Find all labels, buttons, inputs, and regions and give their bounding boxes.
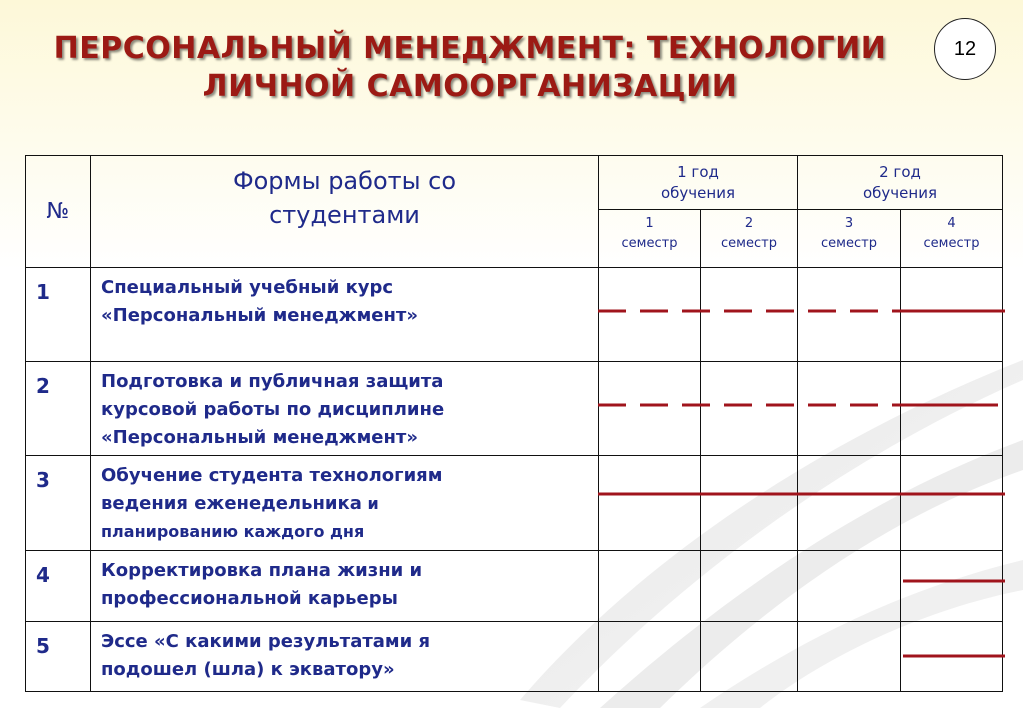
- year-1-line-2: обучения: [661, 184, 735, 202]
- row-2-sem-3: [798, 362, 901, 456]
- row-4-sem-2: [701, 551, 798, 622]
- row-2-line-3: «Персональный менеджмент»: [101, 427, 418, 448]
- page-number: 12: [953, 37, 977, 60]
- row-4-sem-1: [599, 551, 701, 622]
- row-2-line-1: Подготовка и публичная защита: [101, 371, 444, 392]
- header-semester-1: [599, 210, 701, 268]
- year-2-line-1: 2 год: [879, 163, 921, 181]
- row-1-sem-3: [798, 268, 901, 362]
- slide-title-line-1: ПЕРСОНАЛЬНЫЙ МЕНЕДЖМЕНТ: ТЕХНОЛОГИИ: [53, 31, 887, 66]
- table-row: [26, 622, 1003, 692]
- row-3-line-2-main: ведения еженедельника: [101, 493, 362, 514]
- semester-1-number: 1: [645, 216, 654, 231]
- table-row: [26, 268, 1003, 362]
- row-1-sem-2: [701, 268, 798, 362]
- row-number: 2: [26, 362, 91, 456]
- row-1-sem-4: [901, 268, 1003, 362]
- semester-2-label: семестр: [721, 236, 777, 251]
- row-number: 3: [26, 456, 91, 551]
- header-number: №: [46, 199, 70, 224]
- row-4-line-2: профессиональной карьеры: [101, 588, 398, 609]
- semester-1-label: семестр: [621, 236, 678, 251]
- year-1-line-1: 1 год: [677, 163, 719, 181]
- row-4-sem-4: [901, 551, 1003, 622]
- row-2-sem-2: [701, 362, 798, 456]
- header-forms-line-1: Формы работы со: [232, 167, 457, 195]
- row-3-line-2: [101, 490, 590, 518]
- slide-title: [30, 30, 910, 106]
- row-3-sem-2: [701, 456, 798, 551]
- table-row: [26, 456, 1003, 551]
- slide-title-line-2: ЛИЧНОЙ САМООРГАНИЗАЦИИ: [202, 69, 738, 104]
- row-1-line-2: «Персональный менеджмент»: [101, 305, 418, 326]
- row-3-line-1: Обучение студента технологиям: [101, 465, 443, 486]
- row-description: [91, 456, 599, 551]
- row-3-sem-1: [599, 456, 701, 551]
- row-4-line-1: Корректировка плана жизни и: [101, 560, 423, 581]
- row-2-sem-4: [901, 362, 1003, 456]
- page-number-badge: [934, 18, 996, 80]
- row-5-sem-3: [798, 622, 901, 692]
- semester-4-number: 4: [947, 216, 956, 231]
- header-year-2: [798, 156, 1003, 210]
- semester-3-label: семестр: [821, 236, 877, 251]
- row-3-sem-3: [798, 456, 901, 551]
- row-description: [91, 551, 599, 622]
- header-semester-3: [798, 210, 901, 268]
- header-year-1: [599, 156, 798, 210]
- row-number: 5: [26, 622, 91, 692]
- row-5-line-2: подошел (шла) к экватору»: [101, 659, 395, 680]
- row-number: 4: [26, 551, 91, 622]
- header-number-cell: [26, 156, 91, 268]
- header-semester-2: [701, 210, 798, 268]
- row-description: [91, 268, 599, 362]
- header-forms-line-2: студентами: [269, 201, 420, 229]
- row-3-sem-4: [901, 456, 1003, 551]
- row-number: 1: [26, 268, 91, 362]
- row-1-line-1: Специальный учебный курс: [101, 277, 394, 298]
- year-2-line-2: обучения: [863, 184, 937, 202]
- semester-3-number: 3: [844, 216, 854, 231]
- row-1-sem-1: [599, 268, 701, 362]
- row-description: [91, 362, 599, 456]
- row-3-line-3: планированию каждого дня: [101, 522, 365, 541]
- row-description: [91, 622, 599, 692]
- table-row: [26, 362, 1003, 456]
- semester-4-label: семестр: [923, 236, 980, 251]
- row-5-sem-1: [599, 622, 701, 692]
- row-4-sem-3: [798, 551, 901, 622]
- row-5-sem-4: [901, 622, 1003, 692]
- table-row: [26, 551, 1003, 622]
- row-2-line-2: курсовой работы по дисциплине: [101, 399, 445, 420]
- row-5-line-1: Эссе «С какими результатами я: [101, 631, 431, 652]
- semester-2-number: 2: [744, 216, 754, 231]
- schedule-table: [25, 155, 1003, 692]
- row-5-sem-2: [701, 622, 798, 692]
- header-semester-4: [901, 210, 1003, 268]
- row-2-sem-1: [599, 362, 701, 456]
- row-3-line-2-tail: и: [361, 494, 379, 513]
- header-forms-cell: [91, 156, 599, 268]
